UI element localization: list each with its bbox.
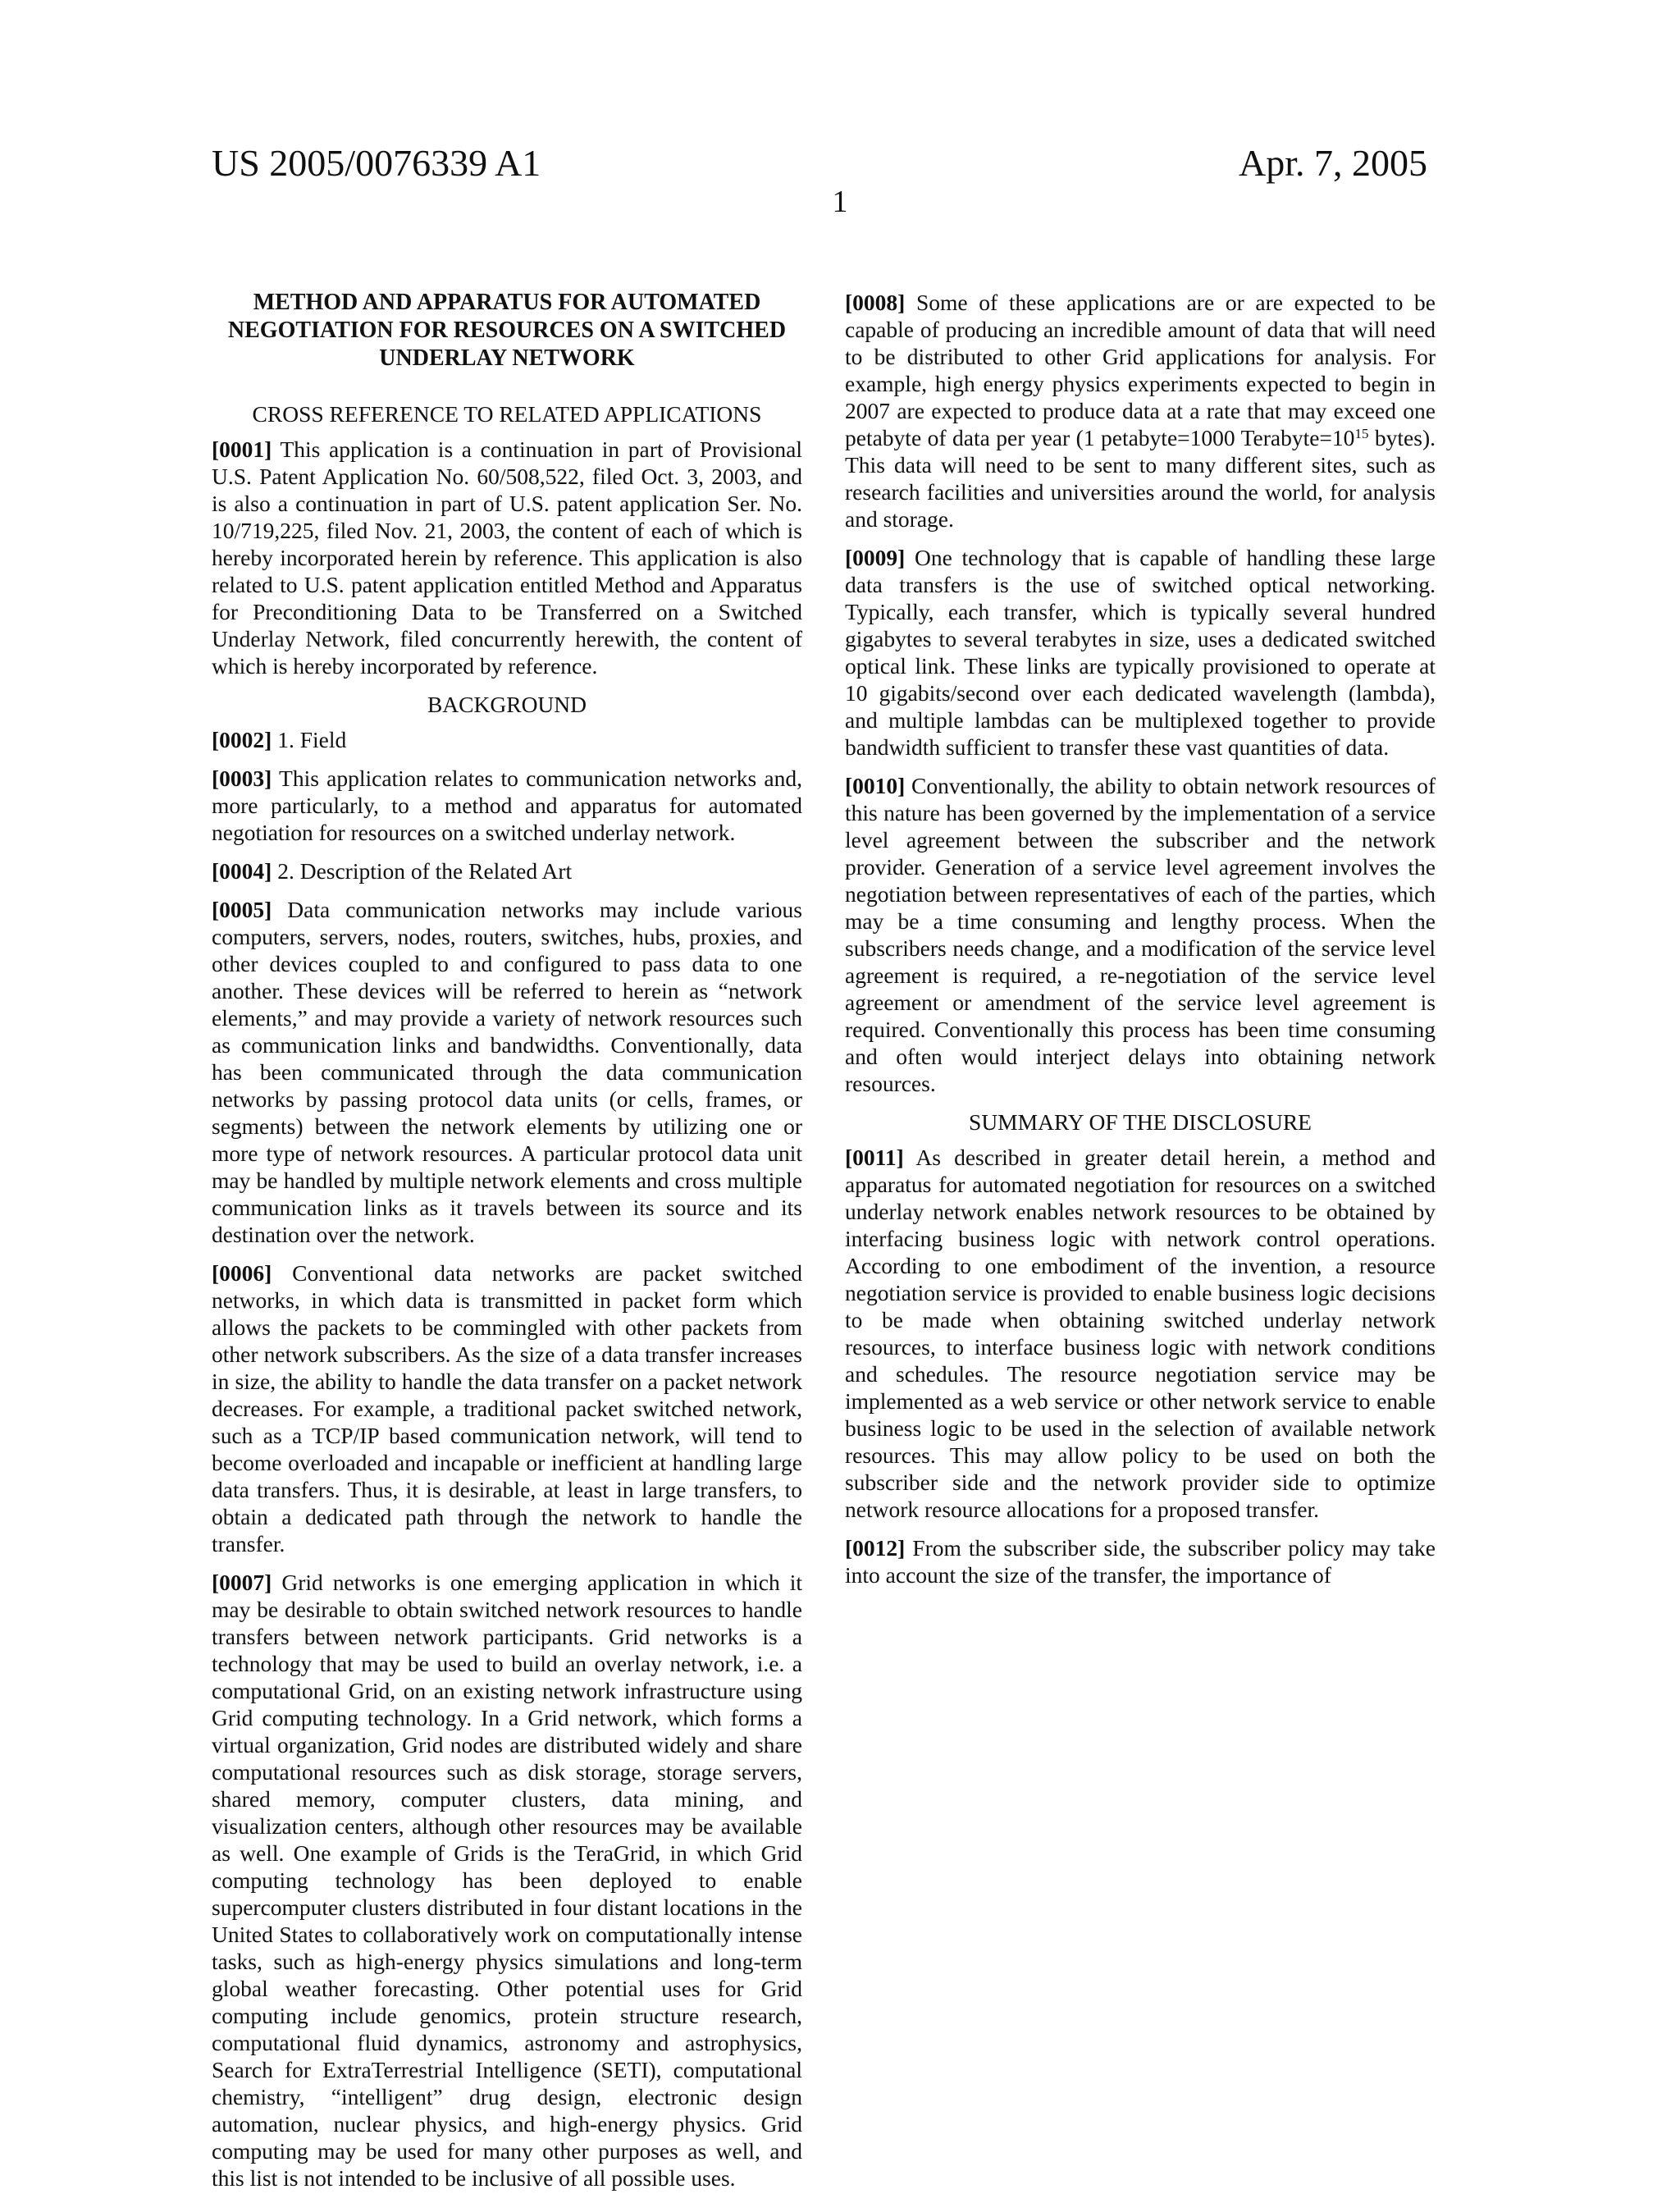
paragraph-number: [0012] xyxy=(845,1535,906,1561)
paragraph-text: This application is a continuation in part of Provisional U.S. Patent Application No. 60/508,522, filed Oct. 3, 2003, and is also a continuation in part of U.S. patent application Ser. No. 10/719,225, filed Nov. 21, 2003, the content of each of which is hereby incorporated herein by reference. This application is also related to U.S. patent application entitled Method and Apparatus for Preconditioning Data to be Transferred on a Switched Underlay Network, filed concurrently herewith, the content of which is hereby incorporated by reference. xyxy=(212,436,802,679)
paragraph-0001 xyxy=(212,436,802,679)
paragraph-number: [0005] xyxy=(212,897,272,922)
left-column xyxy=(212,289,802,2203)
paragraph-text: Grid networks is one emerging application in which it may be desirable to obtain switched network resources to handle transfers between network participants. Grid networks is a technology that may be used to build an overlay network, i.e. a computational Grid, on an existing network infrastructure using Grid computing technology. In a Grid network, which forms a virtual organization, Grid nodes are distributed widely and share computational resources such as disk storage, storage servers, shared memory, computer clusters, data mining, and visualization centers, although other resources may be available as well. One example of Grids is the TeraGrid, in which Grid computing technology has been deployed to enable supercomputer clusters distributed in four distant locations in the United States to collaboratively work on computationally intense tasks, such as high-energy physics simulations and long-term global weather forecasting. Other potential uses for Grid computing include genomics, protein structure research, computational fluid dynamics, astronomy and astrophysics, Search for ExtraTerrestrial Intelligence (SETI), computational chemistry, “intelligent” drug design, electronic design automation, nuclear physics, and high-energy physics. Grid computing may be used for many other purposes as well, and this list is not intended to be inclusive of all possible uses. xyxy=(212,1570,802,2191)
paragraph-number: [0008] xyxy=(845,290,906,315)
paragraph-number: [0010] xyxy=(845,773,906,798)
heading-summary: SUMMARY OF THE DISCLOSURE xyxy=(969,1109,1312,1135)
paragraph-text: 2. Description of the Related Art xyxy=(277,858,573,884)
paragraph-text: From the subscriber side, the subscriber policy may take into account the size of the transfer, the importance of xyxy=(845,1535,1436,1588)
patent-number: US 2005/0076339 A1 xyxy=(212,142,541,184)
paragraph-text: As described in greater detail herein, a method and apparatus for automated negotiation for resources on a switched underlay network enables network resources to be obtained by interfacing business logic with network control operations. According to one embodiment of the invention, a resource negotiation service is provided to enable business logic decisions to be made when obtaining switched underlay network resources, to interface business logic with network conditions and schedules. The resource negotiation service may be implemented as a web service or other network service to enable business logic to be used in the selection of available network resources. This may allow policy to be used on both the subscriber side and the network provider side to optimize network resource allocations for a proposed transfer. xyxy=(845,1145,1436,1522)
paragraph-number: [0009] xyxy=(845,545,906,570)
heading-cross-reference: CROSS REFERENCE TO RELATED APPLICATIONS xyxy=(252,401,762,427)
paragraph-text: One technology that is capable of handling these large data transfers is the use of switched optical networking. Typically, each transfer, which is typically several hundred gigabytes to several terabytes in size, uses a dedicated switched optical link. These links are typically provisioned to operate at 10 gigabits/second over each dedicated wavelength (lambda), and multiple lambdas can be multiplexed together to provide bandwidth sufficient to transfer these vast quantities of data. xyxy=(845,545,1436,760)
paragraph-0009 xyxy=(845,544,1436,761)
paragraph-number: [0011] xyxy=(845,1145,904,1170)
exponent: 15 xyxy=(1354,426,1369,441)
paragraph-0012 xyxy=(845,1534,1436,1588)
paragraph-text-continued: bytes). This data will need to be sent to many different sites, such as research facilities and universities around the world, for analysis and storage. xyxy=(845,425,1436,532)
heading-background: BACKGROUND xyxy=(427,692,587,717)
paragraph-0010 xyxy=(845,772,1436,1097)
paragraph-text: Conventionally, the ability to obtain network resources of this nature has been governed by the implementation of a service level agreement between the subscriber and the network provider. Generation of a service level agreement involves the negotiation between representatives of each of the parties, which may be a time consuming and lengthy process. When the subscribers needs change, and a modification of the service level agreement is required, a re-negotiation of the service level agreement or amendment of the service level agreement is required. Conventionally this process has been time consuming and often would interject delays into obtaining network resources. xyxy=(845,773,1436,1096)
paragraph-text: This application relates to communication networks and, more particularly, to a method and apparatus for automated negotiation for resources on a switched underlay network. xyxy=(212,766,802,845)
paragraph-text: Some of these applications are or are expected to be capable of producing an incredible amount of data that will need to be distributed to other Grid applications for analysis. For example, high energy physics experiments expected to begin in 2007 are expected to produce data at a rate that may exceed one petabyte of data per year (1 petabyte=1000 Terabyte=10 xyxy=(845,290,1436,450)
right-column xyxy=(845,289,1436,1600)
publication-date: Apr. 7, 2005 xyxy=(1239,142,1427,184)
paragraph-text: 1. Field xyxy=(277,727,347,752)
document-title: METHOD AND APPARATUS FOR AUTOMATED NEGOTIATION FOR RESOURCES ON A SWITCHED UNDERLAY NETWORK xyxy=(227,290,787,371)
paragraph-text: Conventional data networks are packet switched networks, in which data is transmitted in packet form which allows the packets to be commingled with other packets from other network subscribers. As the size of a data transfer increases in size, the ability to handle the data transfer on a packet network decreases. For example, a traditional packet switched network, such as a TCP/IP based communication network, will tend to become overloaded and incapable or inefficient at handling large data transfers. Thus, it is desirable, at least in large transfers, to obtain a dedicated path through the network to handle the transfer. xyxy=(212,1260,803,1556)
paragraph-number: [0004] xyxy=(212,858,272,884)
paragraph-number: [0006] xyxy=(212,1260,272,1286)
paragraph-0003 xyxy=(212,765,802,846)
page-number: 1 xyxy=(832,185,848,219)
paragraph-0007 xyxy=(212,1569,802,2192)
paragraph-0002 xyxy=(212,726,802,753)
paragraph-number: [0001] xyxy=(212,436,272,462)
paragraph-number: [0007] xyxy=(212,1570,272,1595)
paragraph-number: [0002] xyxy=(212,727,272,752)
paragraph-text: Data communication networks may include various computers, servers, nodes, routers, switches, hubs, proxies, and other devices coupled to and configured to pass data to one another. These devices will be referred to herein as “network elements,” and may provide a variety of network resources such as communication links and bandwidths. Conventionally, data has been communicated through the data communication networks by passing protocol data units (or cells, frames, or segments) between the network elements by utilizing one or more type of network resources. A particular protocol data unit may be handled by multiple network elements and cross multiple communication links as it travels between its source and its destination over the network. xyxy=(212,897,802,1247)
paragraph-0011 xyxy=(845,1144,1436,1523)
paragraph-0004 xyxy=(212,857,802,884)
paragraph-0006 xyxy=(212,1259,802,1557)
paragraph-0008 xyxy=(845,289,1436,532)
paragraph-number: [0003] xyxy=(212,766,272,791)
paragraph-0005 xyxy=(212,896,802,1248)
